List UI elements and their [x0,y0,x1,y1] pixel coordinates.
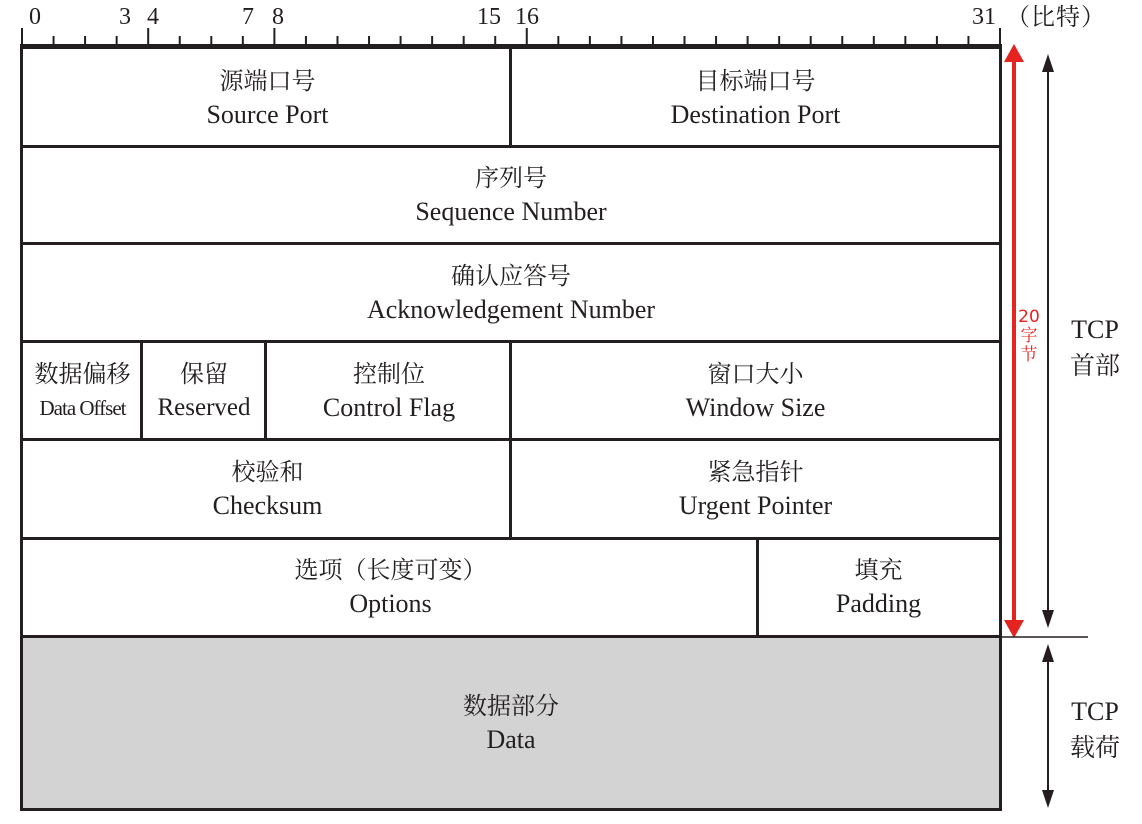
field-checksum [23,440,512,538]
field-sequence-number-en: Sequence Number [415,197,607,226]
field-ack-number [23,244,999,342]
field-sequence-number [23,146,999,244]
bit-unit-label: （比特） [1006,3,1106,31]
field-data-offset [23,342,142,440]
field-source-port-en: Source Port [206,99,329,129]
header-data-divider [20,635,1002,638]
field-ack-number-en: Acknowledgement Number [366,295,656,324]
col-divider-16-row1 [509,46,512,146]
bit-label-8: 8 [272,4,284,30]
header-size-label [1018,308,1040,365]
field-padding-en: Padding [835,589,922,618]
bit-label-16: 16 [515,4,539,30]
field-reserved-zh: 保留 [180,360,228,388]
field-window-size [512,342,999,440]
tcp-payload-label [1055,694,1135,766]
tcp-payload-label-en: TCP [1071,697,1119,726]
tcp-payload-arrow [1042,644,1054,808]
field-padding-zh: 填充 [854,556,903,584]
field-urgent-pointer [512,440,999,538]
bit-label-0: 0 [29,4,41,30]
field-options [23,538,758,636]
col-divider-8 [264,341,267,440]
field-sequence-number-zh: 序列号 [475,164,547,192]
tcp-header-label-zh: 首部 [1069,351,1120,380]
field-window-size-en: Window Size [685,393,826,422]
col-divider-padding [756,538,759,637]
header-size-unit-2: 节 [1020,345,1038,365]
field-options-en: Options [349,589,432,618]
field-ack-number-zh: 确认应答号 [451,262,571,290]
field-window-size-zh: 窗口大小 [707,360,804,388]
bit-label-31: 31 [972,4,996,30]
field-data-offset-en: Data Offset [39,396,126,420]
field-destination-port [512,49,999,146]
field-urgent-pointer-en: Urgent Pointer [678,491,833,520]
field-destination-port-zh: 目标端口号 [695,66,816,95]
col-divider-16-row4 [509,341,512,538]
field-source-port-zh: 源端口号 [219,66,316,95]
field-destination-port-en: Destination Port [670,99,841,129]
field-reserved-en: Reserved [157,394,251,421]
header-size-number: 20 [1018,307,1040,327]
field-padding [758,538,999,636]
field-source-port [23,49,512,146]
tcp-payload-label-zh: 载荷 [1069,733,1120,762]
bit-label-4: 4 [147,4,159,30]
field-control-flag-en: Control Flag [322,393,456,422]
bit-label-15: 15 [477,4,501,30]
field-control-flag-zh: 控制位 [353,360,425,388]
bit-label-3: 3 [119,4,131,30]
field-reserved [142,342,266,440]
field-control-flag [266,342,512,440]
field-checksum-zh: 校验和 [231,458,304,486]
field-checksum-en: Checksum [212,491,323,520]
bit-label-7: 7 [242,4,254,30]
field-data-payload [23,638,999,808]
field-data-offset-zh: 数据偏移 [34,360,131,388]
tcp-header-label-en: TCP [1071,315,1119,344]
field-urgent-pointer-zh: 紧急指针 [707,458,804,486]
field-data-zh: 数据部分 [463,692,559,720]
tcp-header-arrow [1042,54,1054,628]
header-size-unit-1: 字 [1020,326,1038,346]
field-data-en: Data [486,725,536,754]
row-divider-2 [20,242,1002,245]
col-divider-4 [140,341,143,440]
tcp-header-label [1055,312,1135,384]
field-options-zh: 选项（长度可变） [294,556,487,584]
